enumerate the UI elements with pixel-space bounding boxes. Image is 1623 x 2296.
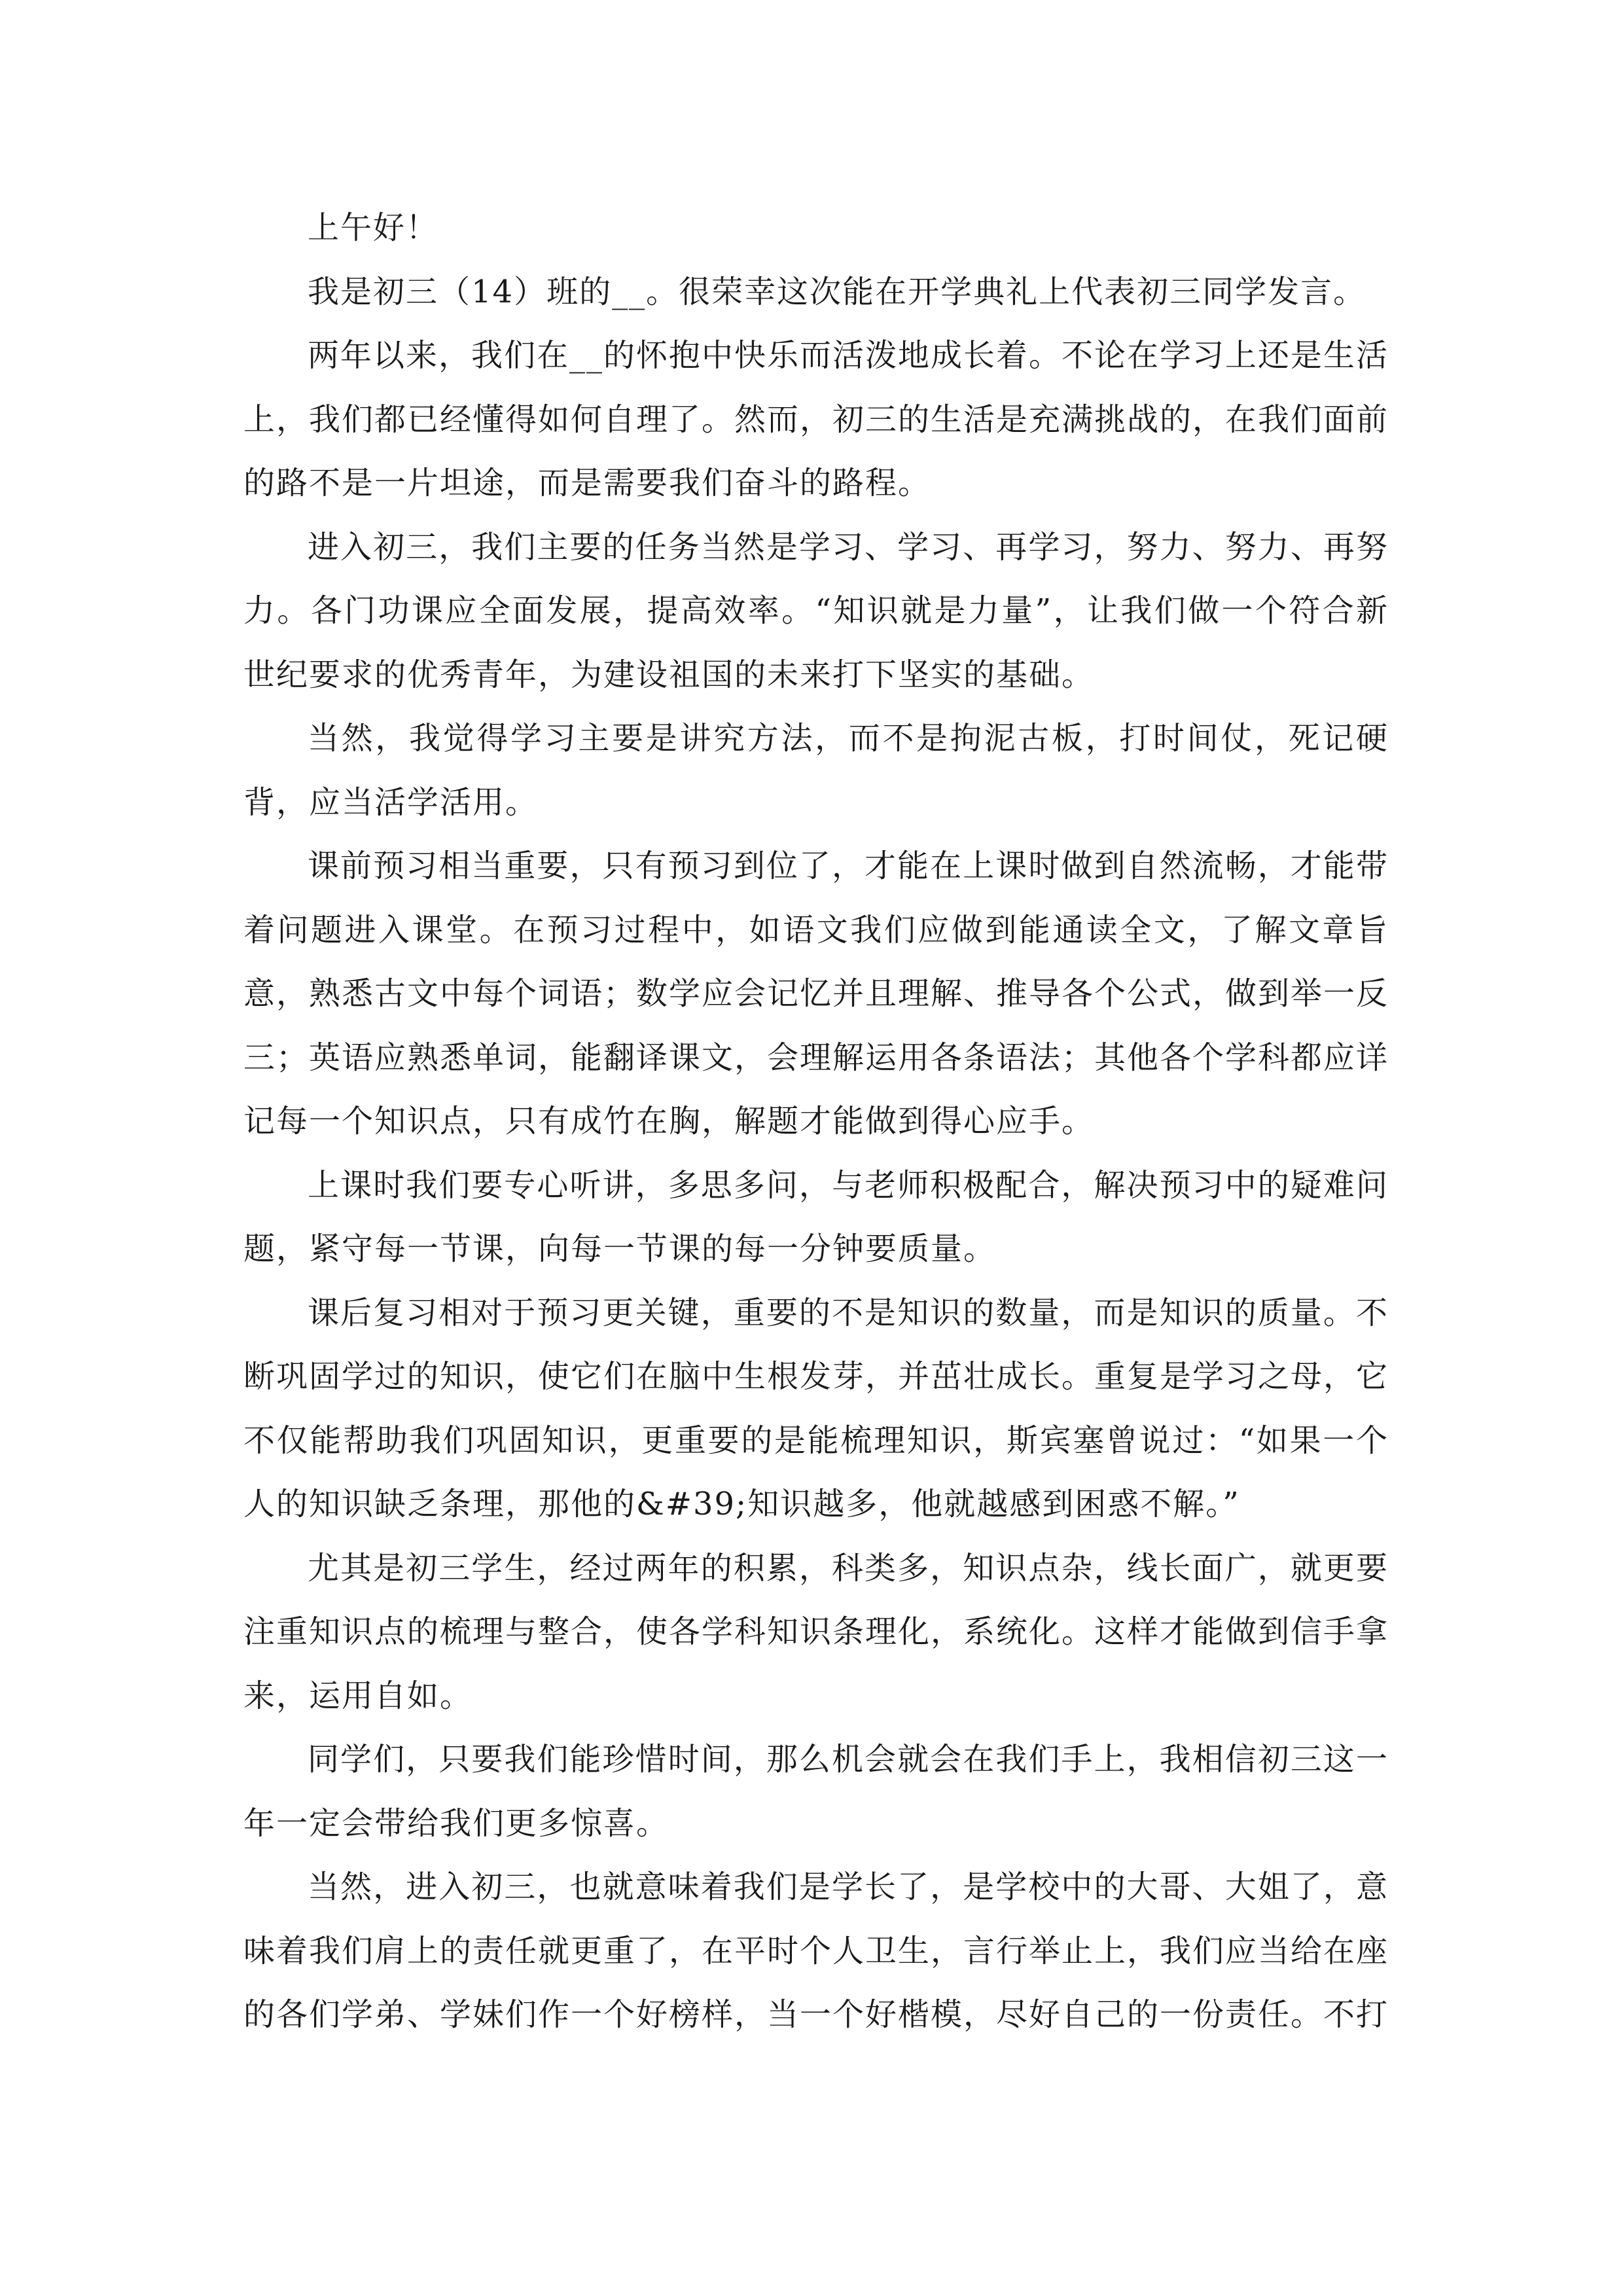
introduction-paragraph: 我是初三（14）班的__。很荣幸这次能在开学典礼上代表初三同学发言。 xyxy=(308,273,1366,310)
responsibility-paragraph: 当然，进入初三，也就意味着我们是学长了，是学校中的大哥、大姐了，意味着我们肩上的责任就更重了，在平时个人卫生，言行举止上，我们应当给在座的各们学弟、学妹们作一个好榜样，当一个好楷模，尽好自己的一份责任。不打 xyxy=(243,1869,1389,2033)
speech-body xyxy=(243,196,1389,2047)
review-paragraph: 课后复习相对于预习更关键，重要的不是知识的数量，而是知识的质量。不断巩固学过的知识，使它们在脑中生根发芽，并茁壮成长。重复是学习之母，它不仅能帮助我们巩固知识，更重要的是能梳理知识，斯宾塞曾说过：“如果一个人的知识缺乏条理，那他的&#39;知识越多，他就越感到困惑不解。” xyxy=(243,1294,1389,1522)
growth-paragraph: 两年以来，我们在__的怀抱中快乐而活泼地成长着。不论在学习上还是生活上，我们都已经懂得如何自理了。然而，初三的生活是充满挑战的，在我们面前的路不是一片坦途，而是需要我们奋斗的路程。 xyxy=(243,337,1389,501)
opportunity-paragraph: 同学们，只要我们能珍惜时间，那么机会就会在我们手上，我相信初三这一年一定会带给我们更多惊喜。 xyxy=(243,1741,1389,1842)
preview-paragraph: 课前预习相当重要，只有预习到位了，才能在上课时做到自然流畅，才能带着问题进入课堂。在预习过程中，如语文我们应做到能通读全文，了解文章旨意，熟悉古文中每个词语；数学应会记忆并且理解、推导各个公式，做到举一反三；英语应熟悉单词，能翻译课文，会理解运用各条语法；其他各个学科都应详记每一个知识点，只有成竹在胸，解题才能做到得心应手。 xyxy=(243,848,1389,1139)
study-task-paragraph: 进入初三，我们主要的任务当然是学习、学习、再学习，努力、努力、再努力。各门功课应全面发展，提高效率。“知识就是力量”，让我们做一个符合新世纪要求的优秀青年，为建设祖国的未来打下坚实的基础。 xyxy=(243,528,1389,693)
class-listening-paragraph: 上课时我们要专心听讲，多思多问，与老师积极配合，解决预习中的疑难问题，紧守每一节课，向每一节课的每一分钟要质量。 xyxy=(243,1166,1389,1267)
study-method-paragraph: 当然，我觉得学习主要是讲究方法，而不是拘泥古板，打时间仗，死记硬背，应当活学活用。 xyxy=(243,720,1389,821)
greeting-paragraph: 上午好！ xyxy=(308,209,439,246)
organization-paragraph: 尤其是初三学生，经过两年的积累，科类多，知识点杂，线长面广，就更要注重知识点的梳理与整合，使各学科知识条理化，系统化。这样才能做到信手拿来，运用自如。 xyxy=(243,1549,1389,1714)
